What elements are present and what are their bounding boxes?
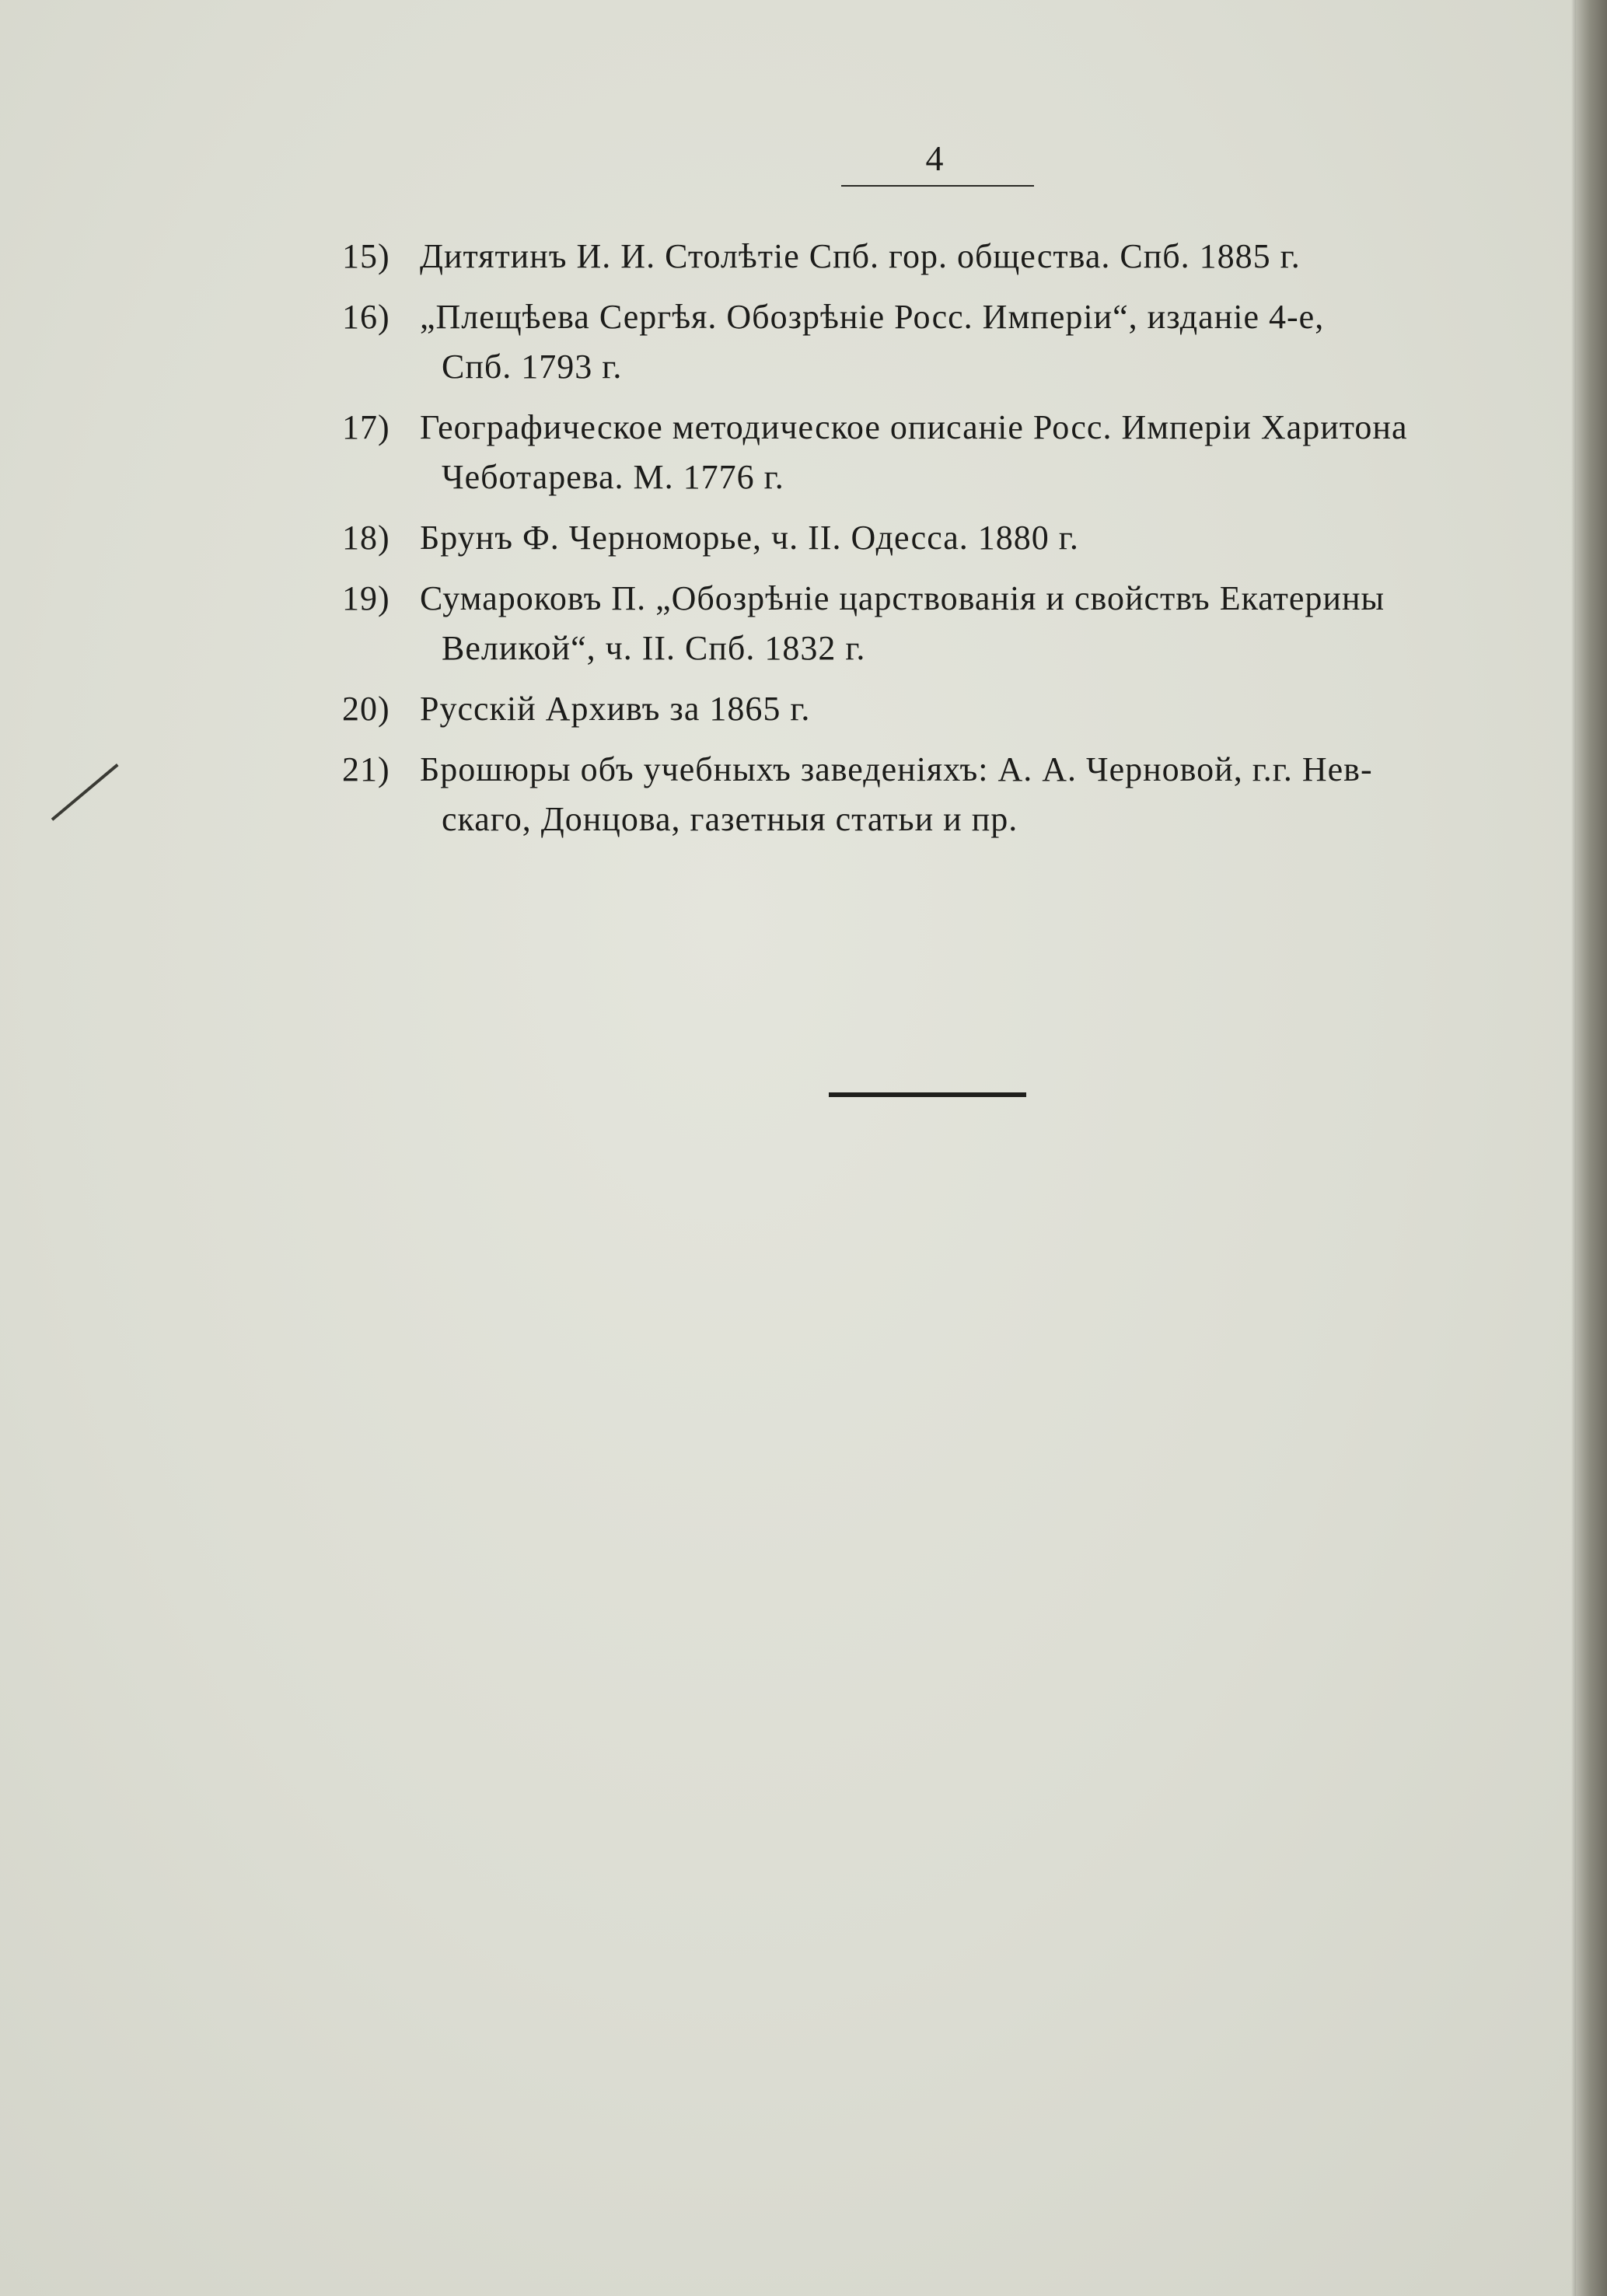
reference-text: Географическое методическое описаніе Росс. Имперіи Харитона [420, 408, 1408, 446]
reference-item [342, 574, 1524, 673]
reference-item [342, 684, 1524, 734]
reference-text-continuation: скаго, Донцова, газетныя статьи и пр. [442, 800, 1018, 838]
reference-number: 17) [342, 408, 390, 446]
reference-item [342, 513, 1524, 563]
reference-number: 15) [342, 237, 390, 275]
reference-text: Сумароковъ П. „Обозрѣніе царствованія и свойствъ Екатерины [420, 579, 1385, 617]
book-spine [1576, 0, 1607, 2296]
reference-item [342, 232, 1524, 281]
reference-item [342, 403, 1524, 502]
reference-number: 18) [342, 519, 390, 557]
reference-text: Русскій Архивъ за 1865 г. [420, 690, 811, 728]
end-rule [829, 1092, 1026, 1097]
reference-number: 20) [342, 690, 390, 728]
reference-number: 16) [342, 298, 390, 336]
reference-text-continuation: Спб. 1793 г. [442, 348, 623, 386]
reference-text-continuation: Чеботарева. М. 1776 г. [442, 458, 784, 496]
page-number: 4 [925, 138, 944, 178]
reference-number: 21) [342, 750, 390, 788]
reference-number: 19) [342, 579, 390, 617]
reference-text: Дитятинъ И. И. Столѣтіе Спб. гор. общества. Спб. 1885 г. [420, 237, 1301, 275]
page-number-rule [841, 185, 1034, 187]
reference-text-continuation: Великой“, ч. II. Спб. 1832 г. [442, 629, 866, 667]
reference-item [342, 292, 1524, 392]
pencil-mark [51, 764, 119, 821]
reference-text: „Плещѣева Сергѣя. Обозрѣніе Росс. Имперіи“, изданіе 4-е, [420, 298, 1325, 336]
reference-text: Брунъ Ф. Черноморье, ч. II. Одесса. 1880 г. [420, 519, 1079, 557]
reference-text: Брошюры объ учебныхъ заведеніяхъ: А. А. Черновой, г.г. Нев- [420, 750, 1373, 788]
reference-item [342, 745, 1524, 844]
reference-list [342, 232, 1524, 855]
